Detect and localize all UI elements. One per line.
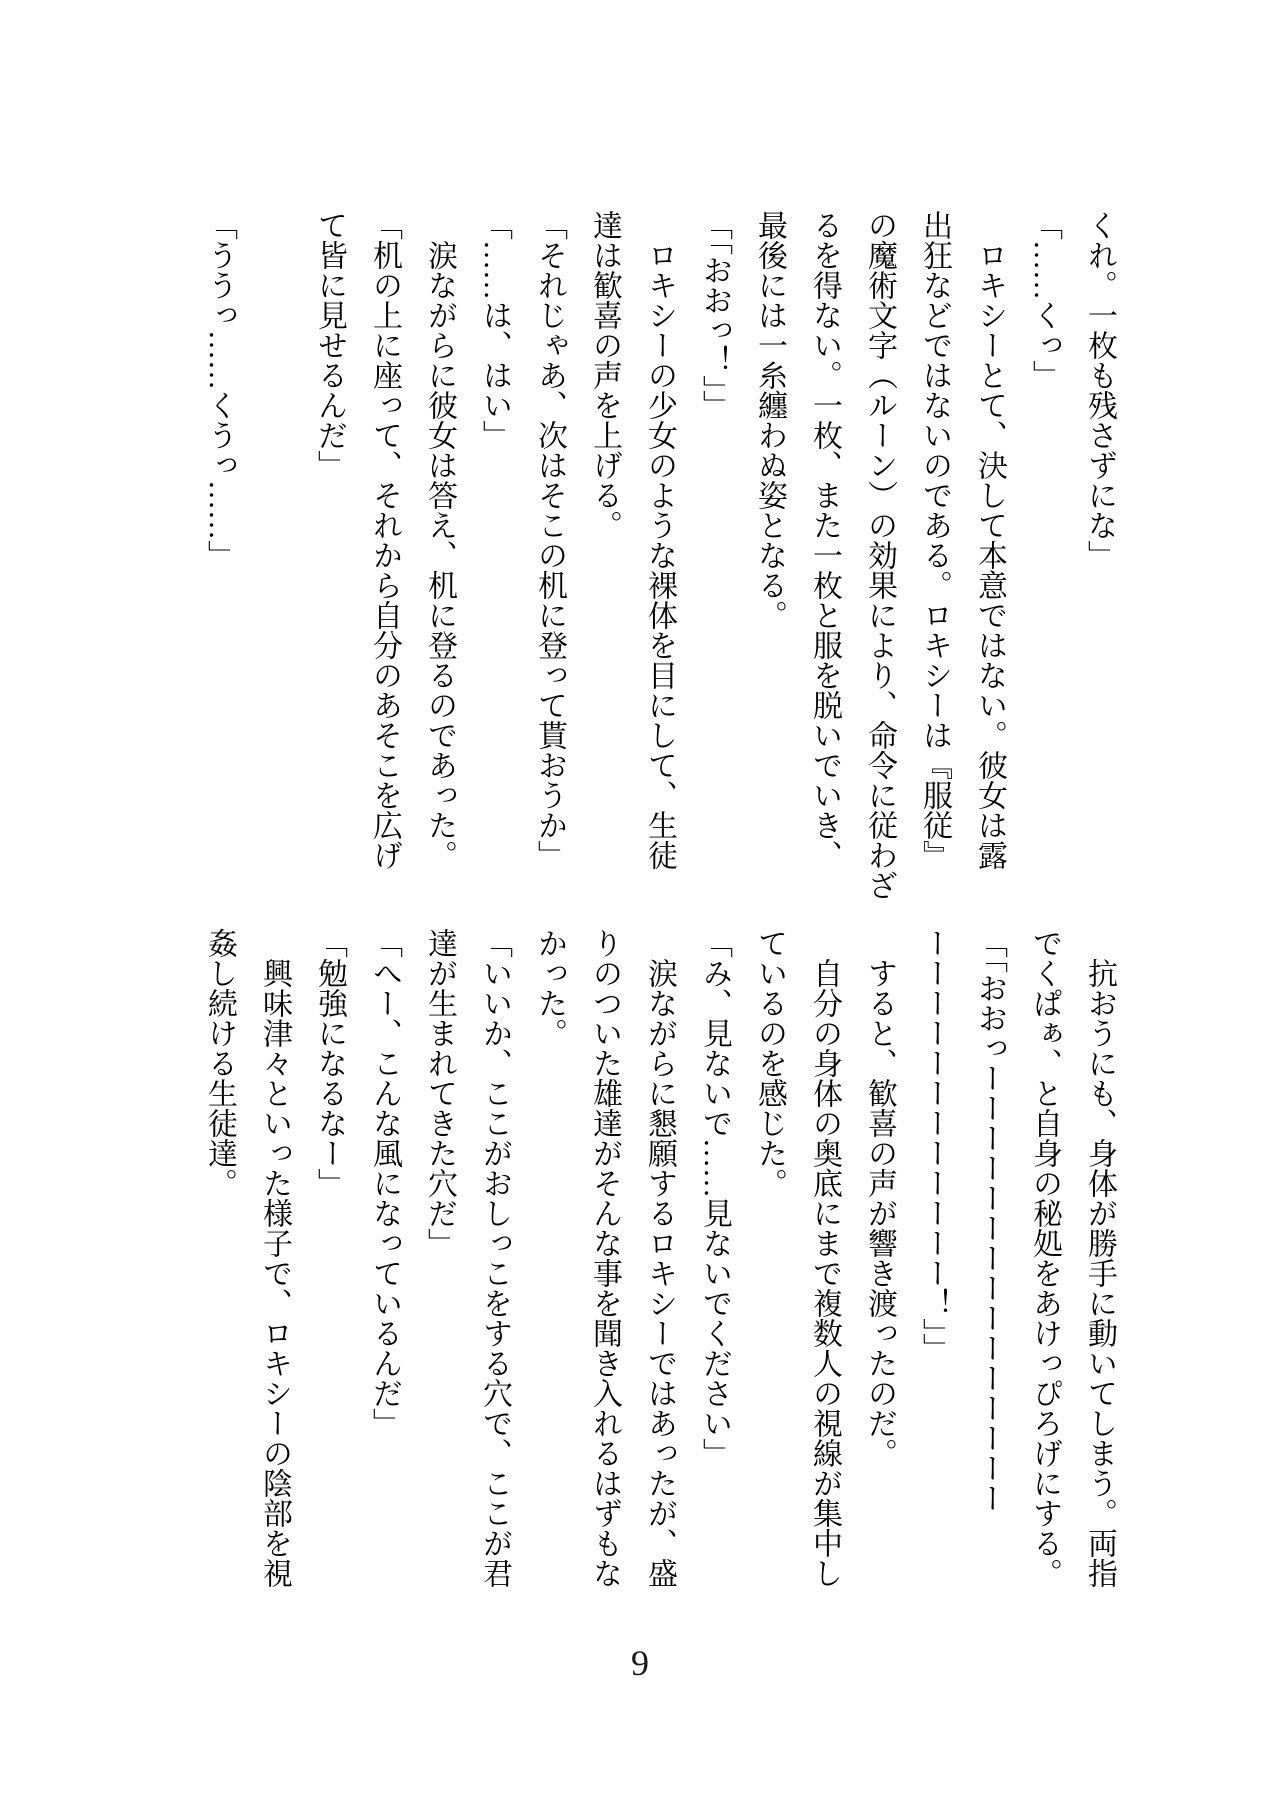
text-line: るを得ない。一枚、また一枚と服を脱いでいき、 [808, 210, 841, 870]
text-line: 自分の身体の奥底にまで複数人の視線が集中し [808, 958, 841, 1588]
text-line: くれ。一枚も残さずにな」 [1083, 210, 1116, 570]
text-line: 「勉強になるなー」 [313, 928, 346, 1198]
text-line: 達は歓喜の声を上げる。 [588, 210, 621, 540]
text-line: 出狂などではないのである。ロキシーは『服従』 [918, 210, 951, 870]
text-line: 涙ながらに懇願するロキシーではあったが、盛 [643, 958, 676, 1588]
text-line: ーーーーーーーーーーーー！」」 [918, 928, 951, 1363]
text-line: でくぱぁ、と自身の秘処をあけっぴろげにする。 [1028, 928, 1061, 1588]
text-line: 「いいか、ここがおしっこをする穴で、ここが君 [478, 928, 511, 1588]
text-line: 姦し続ける生徒達。 [203, 928, 236, 1198]
bottom-text-block [187, 928, 1127, 1603]
text-line [247, 210, 302, 878]
text-line: て皆に見せるんだ」 [313, 210, 346, 480]
text-line: 「……は、はい」 [478, 210, 511, 450]
text-line: 「……くっ」 [1028, 210, 1061, 390]
text-line: すると、歓喜の声が響き渡ったのだ。 [863, 958, 896, 1468]
text-line: 「へー、こんな風になっているんだ」 [368, 928, 401, 1438]
text-line: 抗おうにも、身体が勝手に動いてしまう。両指 [1083, 958, 1116, 1588]
text-line: 「ううっ……くうっ……」 [203, 210, 236, 570]
text-line: 涙ながらに彼女は答え、机に登るのであった。 [423, 240, 456, 870]
top-text-block [187, 210, 1127, 900]
text-line: 興味津々といった様子で、ロキシーの陰部を視 [258, 958, 291, 1588]
text-line: りのついた雄達がそんな事を聞き入れるはずもな [588, 928, 621, 1588]
text-line: ロキシーとて、決して本意ではない。彼女は露 [973, 240, 1006, 870]
text-line: 「「おおっ！」」 [698, 210, 731, 420]
text-line: かった。 [533, 928, 566, 1048]
page-number: 9 [631, 1643, 649, 1683]
text-line: 達が生まれてきた穴だ」 [423, 928, 456, 1258]
text-line: ロキシーの少女のような裸体を目にして、生徒 [643, 240, 676, 870]
text-line: 「机の上に座って、それから自分のあそこを広げ [368, 210, 401, 870]
text-line: 最後には一糸纏わぬ姿となる。 [753, 210, 786, 630]
text-line: の魔術文字（ルーン）の効果により、命令に従わざ [863, 210, 896, 900]
text-line: 「み、見ないで……見ないでください」 [698, 928, 731, 1468]
text-line: 「「おおっーーーーーーーーーーーーーーー [973, 928, 1006, 1513]
text-line: 「それじゃあ、次はそこの机に登って貰おうか」 [533, 210, 566, 870]
text-line: ているのを感じた。 [753, 928, 786, 1198]
